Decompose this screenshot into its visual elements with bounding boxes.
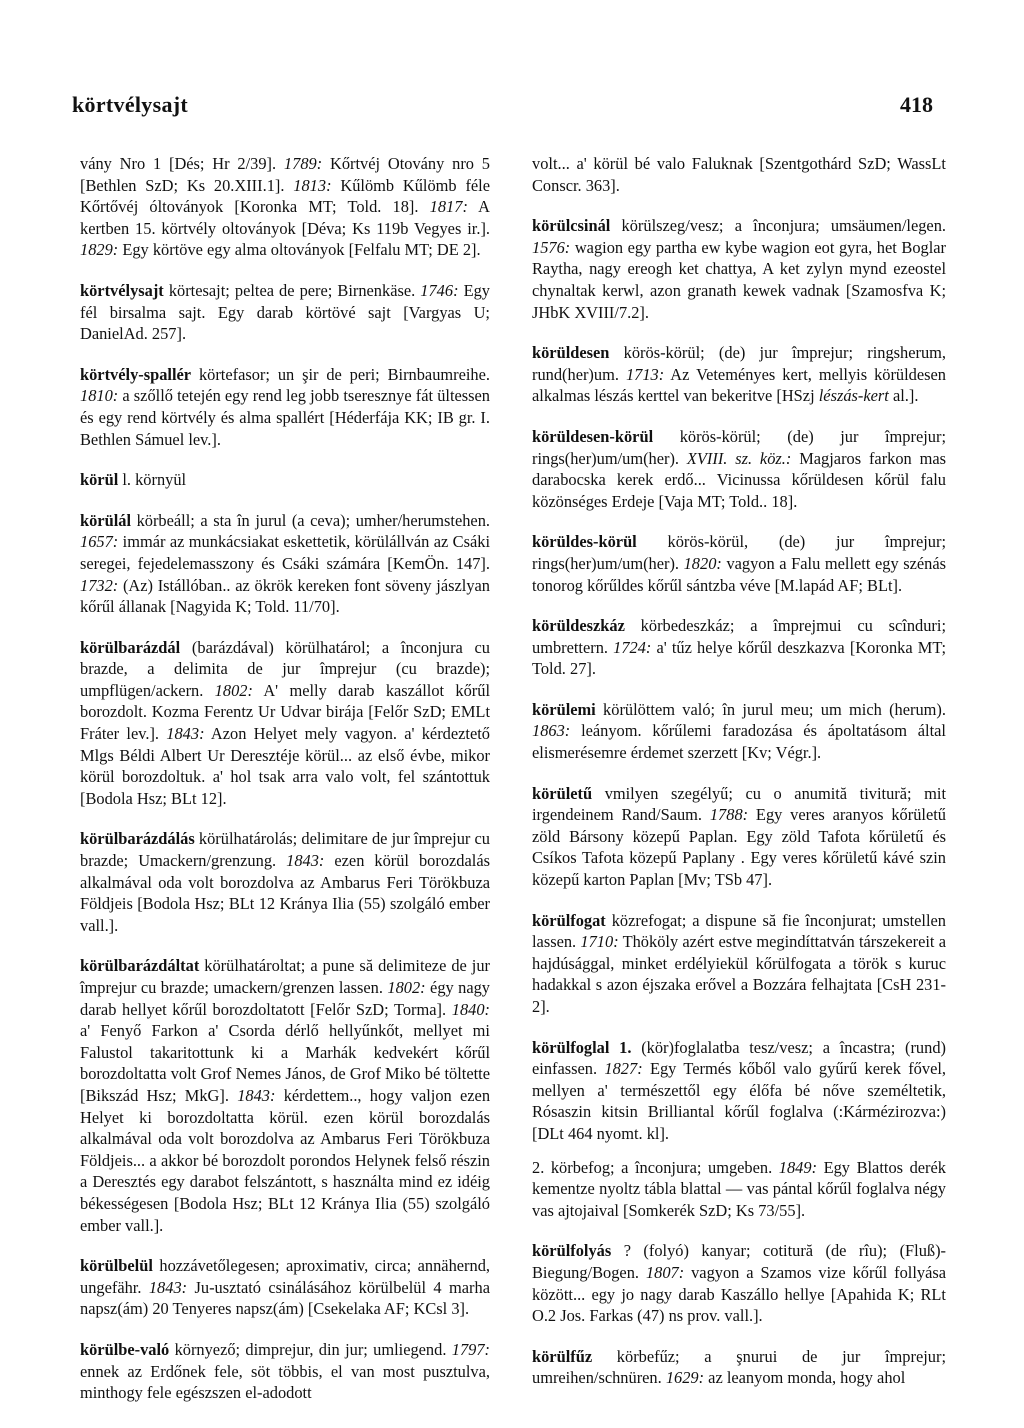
dictionary-entry xyxy=(532,215,946,323)
entry-text: al.]. xyxy=(888,386,919,406)
entry-text: körbedeszkáz; a împrejmui cu scînduri; umbrettern. xyxy=(532,616,946,657)
entry-text: vmilyen szegélyű; cu o anumită tivitură; mit irgendeinem Rand/Saum. xyxy=(532,783,946,825)
entry-text: wagion egy partha ew kybe wagion eot gyra, het Boglar Raytha, nagy ereogh ket chattya, A ket zylyn mynd ezeostel chynaltak kerwl, azon granath kewek vadnak [Szamosfva K; JHbK XVIII/7.2]. xyxy=(532,237,946,322)
entry-headword: körülbelül xyxy=(80,1256,153,1276)
entry-date: 1843: xyxy=(166,724,205,744)
dictionary-entry xyxy=(532,615,946,680)
entry-headword: körüldesen xyxy=(532,343,610,363)
dictionary-entry xyxy=(532,153,946,196)
entry-text: körülszeg/vesz; a înconjura; umsäumen/legen. xyxy=(610,216,946,236)
entry-headword: körtvélysajt xyxy=(80,280,164,300)
dictionary-entry xyxy=(532,1157,946,1222)
entry-text: Egy Blattos derék kementze nyoltz tábla blattal — vas pántal kőrűl foglalva négy vas ajtojaival [Somkerék SzD; Ks 73/55]. xyxy=(532,1157,946,1220)
entry-text: a szőllő tetején egy rend leg jobb tseresznye fát ültessen és egy rend körtvély és alma spallért [Héderfája KK; IB gr. I. Bethlen Sámuel lev.]. xyxy=(80,386,490,449)
entry-date: 1843: xyxy=(237,1085,276,1105)
left-column xyxy=(80,153,490,1423)
entry-date: 1797: xyxy=(451,1339,490,1359)
entry-date: 1849: xyxy=(778,1157,818,1177)
entry-text: A kertben 15. körtvély oltoványok [Déva; Ks 119b Vegyes ir.]. xyxy=(80,197,491,238)
entry-date: 1829: xyxy=(80,240,119,260)
entry-date: 1827: xyxy=(604,1059,643,1079)
dictionary-entry xyxy=(80,510,490,618)
entry-text: 2. körbefog; a înconjura; umgeben. xyxy=(532,1157,779,1177)
entry-text: (Az) Istállóban.. az ökrök kereken font söveny jászlyan kőrűl állanak [Nagyida K; Told. 11/70]. xyxy=(80,575,490,617)
entry-headword: körüldesen-körül xyxy=(532,426,654,446)
entry-date: 1789: xyxy=(283,154,323,173)
entry-date: 1820: xyxy=(683,553,722,573)
entry-text: Az Veteményes kert, mellyis körüldesen alkalmas lészás kerttel van bekeritve [HSzj xyxy=(532,364,947,406)
entry-text: kérdettem.., hogy valjon ezen Helyet ki borozdoltatta körül. ezen körül borozdalás alkalmával oda volt borozdolva az Ambarus Feri Törökbuza Földjeis... a akkor bé borozdolt porondos Helynek felső részin a Deresztés egy darabot felszántott, s használta mind ez idéig békességesen [Bodola Hsz; BLt 12 Kránya Ilia (55) szolgáló ember vall.]. xyxy=(80,1085,491,1235)
entry-headword: körülfűz xyxy=(532,1346,593,1366)
entry-text: körülhatároltat; a pune să delimiteze de jur împrejur cu brazde; umackern/grenzen lassen. xyxy=(80,956,490,997)
entry-headword: körülfoglal 1. xyxy=(532,1037,632,1057)
entry-headword: körül xyxy=(80,470,119,490)
entry-headword: körülbarázdáltat xyxy=(80,956,200,976)
entry-text: körtesajt; peltea de pere; Birnenkäse. xyxy=(163,280,421,300)
entry-text: Egy veres aranyos kőrületű zöld Bársony közepű Paplan. Egy zöld Tafota kőrületű és Csíkos Tafota közepű Paplany . Egy veres kőrületű kávé szin közepű karton Paplan [Mv; TSb 47]. xyxy=(532,805,946,890)
entry-text: körülhatárolás; delimitare de jur împrejur cu brazde; Umackern/grenzung. xyxy=(80,829,490,871)
entry-date: 1732: xyxy=(80,575,119,595)
entry-text: közrefogat; a dispune să fie înconjurat; umstellen lassen. xyxy=(532,910,946,952)
entry-text: Egy Termés kőből valo gyűrű kerek fővel, mellyen a' természettől egy élőfa bé nőve személtetik, Rósaszin kitsin Brilliantal kőrűl foglalva (:Kármézirozva:) [DLt 464 nyomt. kl]. xyxy=(532,1059,946,1143)
dictionary-entry xyxy=(532,1346,946,1389)
entry-text: l. környül xyxy=(118,470,187,490)
entry-headword: körülfolyás xyxy=(532,1241,612,1261)
entry-date: 1863: xyxy=(532,721,571,741)
entry-text: A' melly darab kaszállot kőrűl borozdolt. Kozma Ferentz Ur Udvar birája [Felőr SzD; EMLt Fráter lev.]. xyxy=(80,680,491,744)
entry-text: Magjaros farkon mas darabocska kerek erdő... Vicinussa kőrüldesen kőrül falu közönséges Erdeje [Vaja MT; Told.. 18]. xyxy=(532,448,946,511)
entry-date: XVIII. sz. köz.: xyxy=(686,448,792,468)
dictionary-entry xyxy=(532,783,946,891)
dictionary-entry xyxy=(80,1255,490,1320)
entry-text: ezen körül borozdalás alkalmával oda volt borozdolva az Ambarus Feri Törökbuza Földjeis [Bodola Hsz; BLt 12 Kránya Ilia (55) szolgáló ember vall.]. xyxy=(80,851,490,935)
entry-headword: körülál xyxy=(80,510,132,530)
entry-date: 1817: xyxy=(429,197,468,217)
entry-date: 1576: xyxy=(532,237,571,257)
entry-text: körös-körül, (de) jur împrejur; rings(her)um/um(her). xyxy=(532,532,946,573)
entry-text: ennek az Erdőnek fele, söt többis, el van most pusztulva, minthogy fele egészszen el-adodott xyxy=(80,1361,490,1403)
dictionary-entry xyxy=(532,426,946,512)
entry-headword: körülbarázdál xyxy=(80,637,181,657)
dictionary-entry xyxy=(80,637,490,810)
entry-text: (kör)foglalatba tesz/vesz; a încastra; (rund) einfassen. xyxy=(532,1037,946,1079)
dictionary-entry xyxy=(532,1240,946,1326)
entry-text: körös-körül; (de) jur împrejur; ringsherum, rund(her)um. xyxy=(532,343,946,384)
entry-text: immár az munkácsiakat eskettetik, körülállván az Csáki seregei, fejedelemasszony és Csáki számára [KemÖn. 147]. xyxy=(80,532,490,573)
entry-date: 1746: xyxy=(420,280,459,300)
dictionary-entry xyxy=(532,699,946,764)
entry-headword: körülfogat xyxy=(532,910,606,930)
entry-text: vagyon a Szamos vize kőrűl follyása között... egy jo nagy darab Kaszállo hellye [Apahida K; RLt O.2 Jos. Farkas (47) ns prov. vall.]. xyxy=(532,1262,946,1326)
entry-text: Egy fél birsalma sajt. Egy darab körtövé sajt [Vargyas U; DanielAd. 257]. xyxy=(80,280,490,344)
entry-text: körbeáll; a sta în jurul (a ceva); umher/herumstehen. xyxy=(131,510,490,530)
entry-text: Thököly azért estve megindíttatván társzekereit a hajdúsággal, minket erdélyiekül kőrülfogata a török s kuruc hadakkal s azon éjszaka erővel a Bozzára felhajtata [CsH 231-2]. xyxy=(532,932,946,1016)
dictionary-entry xyxy=(80,828,490,936)
entry-date: 1802: xyxy=(214,680,253,700)
entry-text: ? (folyó) kanyar; cotitură (de rîu); (Fluß)-Biegung/Bogen. xyxy=(532,1241,946,1282)
entry-text: (barázdával) körülhatárol; a înconjura cu brazde, a delimita de jur împrejur (cu brazde); umpflügen/ackern. xyxy=(80,637,490,700)
dictionary-entry xyxy=(80,153,490,261)
entry-date: lészás-kert xyxy=(818,386,889,406)
entry-text: körülöttem való; în jurul meu; um mich (herum). xyxy=(595,699,946,719)
entry-headword: körülemi xyxy=(532,699,596,719)
entry-date: 1810: xyxy=(80,386,119,406)
entry-text: égy nagy darab hellyet kőrűl borozdoltatott [Felőr SzD; Torma]. xyxy=(80,978,490,1019)
entry-text: Egy körtöve egy alma oltoványok [Felfalu MT; DE 2]. xyxy=(118,240,481,260)
entry-headword: körüldes-körül xyxy=(532,532,637,552)
entry-text: a' Fenyő Farkon a' Csorda dérlő hellyűnkőt, mellyet mi Falustol takaritottunk ki a Marhák kedvekért kőrűl borozdoltatta volt Grof Nemes János, de Grof Miko bé töltette [Bikszád Hsz; MkG]. xyxy=(80,1021,490,1105)
entry-date: 1802: xyxy=(387,978,426,997)
entry-text: a' tűz helye kőrűl deszkazva [Koronka MT; Told. 27]. xyxy=(532,637,946,679)
entry-text: Ju-usztató csinálásához körülbelül 4 marha napsz(ám) 20 Tenyeres napsz(ám) [Csekelaka AF; KCsl 3]. xyxy=(80,1277,490,1319)
entry-headword: körületű xyxy=(532,783,593,803)
dictionary-entry xyxy=(80,1339,490,1404)
entry-date: 1813: xyxy=(293,175,332,195)
dictionary-entry xyxy=(532,531,946,596)
entry-date: 1807: xyxy=(645,1262,685,1282)
dictionary-entry xyxy=(532,342,946,407)
entry-date: 1840: xyxy=(451,999,490,1019)
entry-headword: körtvély-spallér xyxy=(80,364,192,384)
entry-date: 1788: xyxy=(709,805,749,825)
entry-date: 1724: xyxy=(613,637,652,657)
entry-text: körbefűz; a şnurui de jur împrejur; umreihen/schnüren. xyxy=(532,1346,946,1388)
entry-date: 1713: xyxy=(625,364,665,384)
entry-text: leányom. kőrűlemi faradozása és ápoltatásom által elismerésemre érdemet szerzett [Kv; Végr.]. xyxy=(532,721,946,763)
entry-date: 1657: xyxy=(80,532,119,552)
dictionary-entry xyxy=(80,469,490,491)
entry-date: 1629: xyxy=(665,1368,705,1388)
entry-headword: körülbe-való xyxy=(80,1339,170,1359)
entry-headword: körülcsinál xyxy=(532,216,611,236)
dictionary-entry xyxy=(80,280,490,345)
entry-date: 1843: xyxy=(148,1277,188,1297)
dictionary-entry xyxy=(532,1037,946,1145)
entry-text: körtefasor; un şir de peri; Birnbaumreihe. xyxy=(191,364,490,384)
running-head: körtvélysajt xyxy=(72,92,189,117)
dictionary-entry xyxy=(532,910,946,1018)
entry-text: volt... a' körül bé valo Faluknak [Szentgothárd SzD; WassLt Conscr. 363]. xyxy=(532,154,946,195)
dictionary-entry xyxy=(80,364,490,450)
entry-text: vagyon a Falu mellett egy szénás tonorog kőrűldes kőrűl sántzba véve [M.lapád AF; BLt]. xyxy=(532,553,947,595)
entry-headword: körülbarázdálás xyxy=(80,829,195,849)
entry-date: 1710: xyxy=(580,932,619,952)
entry-date: 1843: xyxy=(286,851,325,871)
entry-text: Kőrtvéj Otovány nro 5 [Bethlen SzD; Ks 20.XIII.1]. xyxy=(80,154,490,195)
entry-text: környező; dimprejur, din jur; umliegend. xyxy=(169,1339,452,1359)
entry-text: Kűlömb Kűlömb féle Kőrtővéj óltoványok [Koronka MT; Told. 18]. xyxy=(80,175,491,217)
entry-headword: körüldeszkáz xyxy=(532,616,625,636)
entry-text: az leanyom monda, hogy ahol xyxy=(704,1368,906,1388)
page-number: 418 xyxy=(900,92,933,117)
entry-text: hozzávetőlegesen; aproximativ, circa; annähernd, ungefähr. xyxy=(80,1256,490,1297)
entry-text: vány Nro 1 [Dés; Hr 2/39]. xyxy=(80,154,284,173)
right-column xyxy=(532,153,946,1408)
dictionary-entry xyxy=(80,955,490,1236)
entry-text: körös-körül; (de) jur împrejur; rings(her)um/um(her). xyxy=(532,426,946,468)
entry-text: Azon Helyet mely vagyon. a' kérdeztető Mlgs Béldi Albert Ur Deresztéje körül... az első évbe, mikor körül borozdoltuk. a' hol tsak arra valo volt, fel szántottuk [Bodola Hsz; BLt 12]. xyxy=(80,724,490,808)
